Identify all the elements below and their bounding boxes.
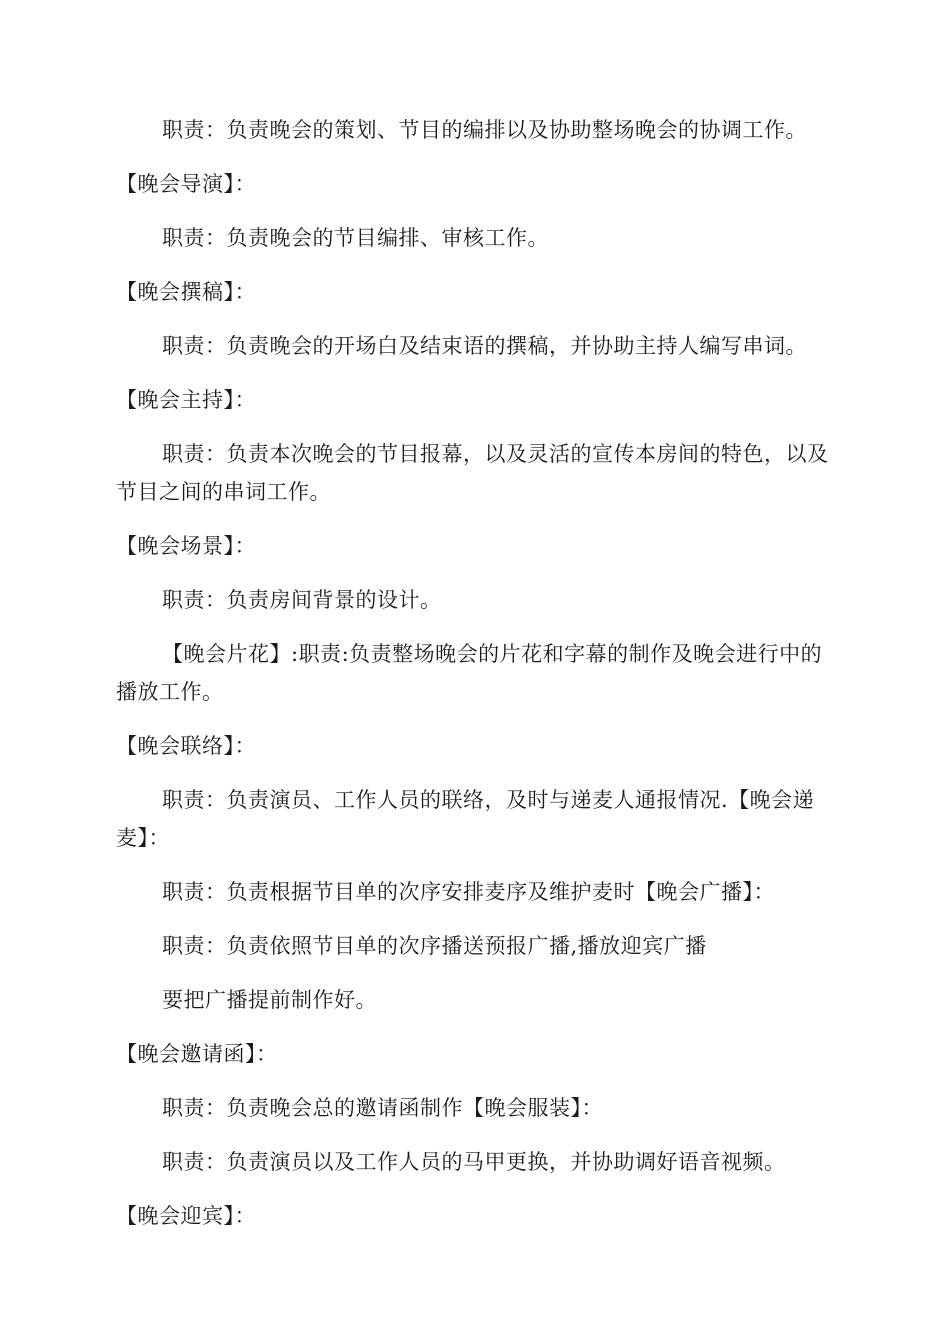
paragraph-broadcast-duty: 职责：负责依照节目单的次序播送预报广播,播放迎宾广播 [162,934,707,958]
paragraph-director-duty: 职责：负责晚会的节目编排、审核工作。 [162,226,549,250]
heading-scene: 【晚会场景】： [116,534,256,558]
paragraph-invitation-duty: 职责：负责晚会总的邀请函制作【晚会服装】： [162,1096,603,1120]
paragraph-host-duty: 职责：负责本次晚会的节目报幕，以及灵活的宣传本房间的特色，以及节目之间的串词工作。 [116,442,829,504]
heading-writer: 【晚会撰稿】： [116,280,256,304]
paragraph-scene-duty: 职责：负责房间背景的设计。 [162,588,442,612]
heading-director: 【晚会导演】： [116,172,256,196]
heading-host: 【晚会主持】： [116,388,256,412]
heading-liaison: 【晚会联络】： [116,734,256,758]
paragraph-costume-duty: 职责：负责演员以及工作人员的马甲更换，并协助调好语音视频。 [162,1150,786,1174]
paragraph-liaison-duty: 职责：负责演员、工作人员的联络，及时与递麦人通报情况.【晚会递麦】： [116,788,815,850]
heading-invitation: 【晚会邀请函】： [116,1042,278,1066]
paragraph-mic-duty: 职责：负责根据节目单的次序安排麦序及维护麦时【晚会广播】： [162,880,775,904]
paragraph-writer-duty: 职责：负责晚会的开场白及结束语的撰稿，并协助主持人编写串词。 [162,334,807,358]
heading-reception: 【晚会迎宾】： [116,1204,256,1228]
paragraph-planning-duty: 职责：负责晚会的策划、节目的编排以及协助整场晚会的协调工作。 [162,118,807,142]
paragraph-clips-duty: 【晚会片花】:职责:负责整场晚会的片花和字幕的制作及晚会进行中的播放工作。 [116,642,823,704]
paragraph-broadcast-note: 要把广播提前制作好。 [162,988,377,1012]
